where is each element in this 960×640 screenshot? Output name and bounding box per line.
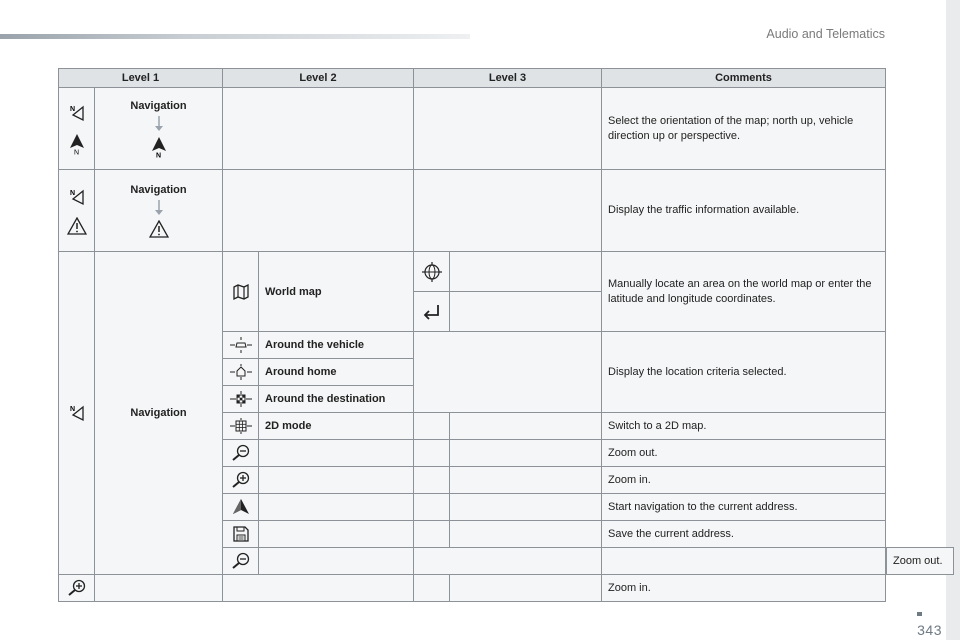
return-arrow-icon bbox=[422, 304, 442, 320]
north-arrow-icon bbox=[149, 136, 169, 158]
orientation-level1-label: Navigation bbox=[130, 99, 187, 112]
orientation-comment: Select the orientation of the map; north up, vehicle direction up or perspective. bbox=[602, 88, 886, 170]
table-header-row bbox=[59, 69, 954, 88]
table-row bbox=[59, 252, 954, 292]
navigation-menu-table bbox=[58, 68, 954, 602]
column-header-comments: Comments bbox=[602, 69, 886, 88]
orientation-level1-cell bbox=[95, 88, 223, 170]
empty-cell bbox=[223, 170, 414, 252]
svg-text:N: N bbox=[73, 149, 79, 155]
mode-2d-icon-cell bbox=[223, 413, 259, 440]
empty-cell bbox=[414, 88, 602, 170]
nav-block-icon-cell bbox=[59, 252, 95, 575]
vehicle-target-icon bbox=[229, 336, 253, 354]
world-map-icon bbox=[232, 283, 250, 301]
column-header-level-3: Level 3 bbox=[414, 69, 602, 88]
mode-2d-label: 2D mode bbox=[259, 413, 414, 440]
around-home-label: Around home bbox=[259, 359, 414, 386]
zoom-out-icon bbox=[230, 444, 252, 462]
empty-cell bbox=[414, 521, 450, 548]
start-navigation-icon bbox=[231, 498, 251, 516]
around-destination-icon-cell bbox=[223, 386, 259, 413]
down-arrow-icon bbox=[154, 116, 164, 132]
nav-block-level1-label: Navigation bbox=[95, 252, 223, 575]
navigation-menu-icon bbox=[67, 187, 87, 207]
down-arrow-icon bbox=[154, 200, 164, 216]
empty-cell bbox=[414, 170, 602, 252]
empty-cell bbox=[602, 548, 886, 575]
north-arrow-icon bbox=[67, 133, 87, 155]
destination-flag-icon bbox=[229, 390, 253, 408]
warning-triangle-icon bbox=[67, 217, 87, 235]
section-title: Audio and Telematics bbox=[766, 27, 885, 41]
grid-map-icon bbox=[229, 417, 253, 435]
empty-cell bbox=[95, 575, 223, 602]
zoom-in-icon-cell bbox=[223, 467, 259, 494]
empty-cell bbox=[414, 440, 450, 467]
zoom-in-comment: Zoom in. bbox=[602, 467, 886, 494]
warning-triangle-icon bbox=[149, 220, 169, 238]
around-vehicle-label: Around the vehicle bbox=[259, 332, 414, 359]
empty-cell bbox=[450, 494, 602, 521]
orientation-icons-cell bbox=[59, 88, 95, 170]
traffic-icons-cell bbox=[59, 170, 95, 252]
location-criteria-comment: Display the location criteria selected. bbox=[602, 332, 886, 413]
crosshair-globe-icon bbox=[421, 261, 443, 283]
empty-cell bbox=[259, 548, 414, 575]
around-destination-label: Around the destination bbox=[259, 386, 414, 413]
empty-cell bbox=[259, 521, 414, 548]
confirm-icon-cell bbox=[414, 292, 450, 332]
empty-cell bbox=[450, 521, 602, 548]
zoom-in-icon bbox=[230, 471, 252, 489]
top-zoom-in-icon-cell bbox=[59, 575, 95, 602]
zoom-in-icon bbox=[66, 579, 88, 597]
empty-cell bbox=[450, 467, 602, 494]
traffic-level1-cell bbox=[95, 170, 223, 252]
traffic-level1-label: Navigation bbox=[130, 183, 187, 196]
empty-cell bbox=[450, 575, 602, 602]
world-map-icon-cell bbox=[223, 252, 259, 332]
empty-cell bbox=[414, 575, 450, 602]
empty-cell bbox=[450, 252, 602, 292]
mode-2d-comment: Switch to a 2D map. bbox=[602, 413, 886, 440]
header-decor-bar bbox=[0, 34, 470, 39]
navigation-menu-icon bbox=[67, 103, 87, 123]
traffic-comment: Display the traffic information available. bbox=[602, 170, 886, 252]
empty-cell bbox=[223, 88, 414, 170]
empty-cell bbox=[414, 548, 602, 575]
save-address-comment: Save the current address. bbox=[602, 521, 886, 548]
empty-cell bbox=[450, 292, 602, 332]
svg-text:N: N bbox=[69, 105, 75, 113]
around-vehicle-icon-cell bbox=[223, 332, 259, 359]
around-home-icon-cell bbox=[223, 359, 259, 386]
zoom-out-icon bbox=[230, 552, 252, 570]
world-map-comment: Manually locate an area on the world map or enter the latitude and longitude coordinates. bbox=[602, 252, 886, 332]
top-zoom-out-icon-cell bbox=[223, 548, 259, 575]
globe-icon-cell bbox=[414, 252, 450, 292]
empty-cell bbox=[414, 467, 450, 494]
column-header-level-2: Level 2 bbox=[223, 69, 414, 88]
world-map-label: World map bbox=[259, 252, 414, 332]
home-target-icon bbox=[229, 363, 253, 381]
zoom-out-comment: Zoom out. bbox=[602, 440, 886, 467]
page-marker bbox=[917, 612, 922, 616]
page-number: 343 bbox=[917, 622, 942, 638]
top-zoom-in-comment: Zoom in. bbox=[602, 575, 886, 602]
table-row bbox=[59, 575, 954, 602]
empty-cell bbox=[414, 494, 450, 521]
start-nav-icon-cell bbox=[223, 494, 259, 521]
empty-cell bbox=[259, 440, 414, 467]
table-row bbox=[59, 88, 954, 170]
empty-cell bbox=[259, 467, 414, 494]
table-row bbox=[59, 170, 954, 252]
save-disk-icon bbox=[232, 525, 250, 543]
start-nav-comment: Start navigation to the current address. bbox=[602, 494, 886, 521]
empty-cell bbox=[259, 494, 414, 521]
svg-text:N: N bbox=[155, 152, 161, 158]
top-zoom-out-comment: Zoom out. bbox=[887, 548, 954, 575]
svg-text:N: N bbox=[69, 189, 75, 197]
save-icon-cell bbox=[223, 521, 259, 548]
empty-cell bbox=[414, 413, 450, 440]
empty-cell bbox=[450, 413, 602, 440]
column-header-level-1: Level 1 bbox=[59, 69, 223, 88]
svg-text:N: N bbox=[69, 406, 75, 413]
empty-cell bbox=[414, 332, 602, 413]
navigation-menu-icon bbox=[67, 403, 87, 423]
empty-cell bbox=[450, 440, 602, 467]
empty-cell bbox=[223, 575, 414, 602]
zoom-out-icon-cell bbox=[223, 440, 259, 467]
